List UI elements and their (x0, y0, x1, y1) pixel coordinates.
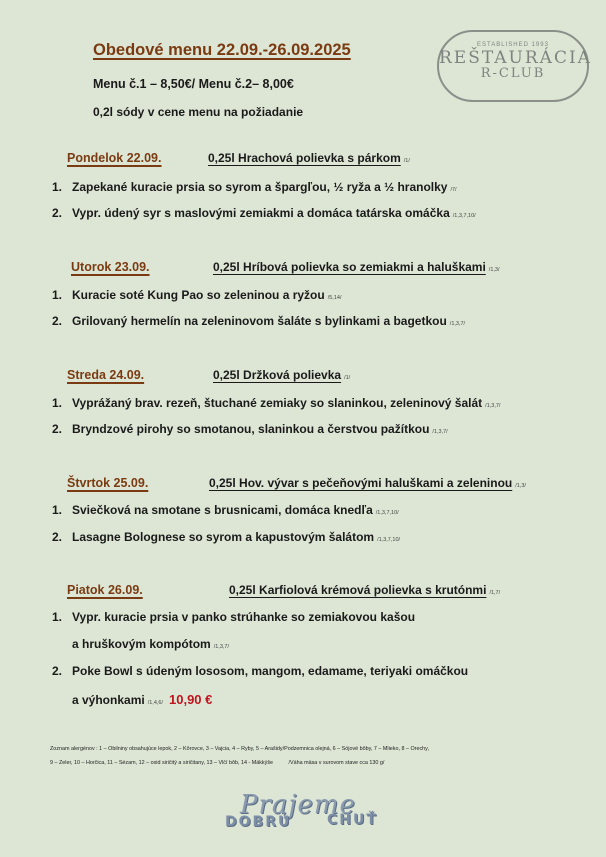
allergen-legend-text: 9 – Zeler, 10 – Horčica, 11 – Sézam, 12 – oxid siričitý a siričitany, 13 – Vlčí bôb, 14 - Mäkkýše (50, 760, 274, 766)
day-heading: Štvrtok 25.09. (67, 476, 149, 490)
day-heading: Pondelok 22.09. (67, 151, 162, 165)
soup-name: 0,25l Držková polievka (213, 368, 342, 382)
menu-prices: Menu č.1 – 8,50€/ Menu č.2– 8,00€ (93, 77, 294, 91)
bon-appetit-graphic (225, 790, 385, 840)
allergen-legend-line2 (50, 760, 384, 766)
soup-name: 0,25l Hríbová polievka so zemiakmi a haluškami (213, 260, 486, 274)
allergens: /1,3,7,10/ (375, 510, 399, 516)
item-text: Vypr. údený syr s maslovými zemiakmi a domáca tatárska omáčka (72, 206, 450, 220)
allergens: /5,14/ (327, 295, 342, 301)
soup-line (213, 368, 350, 382)
item-text: Poke Bowl s údeným lososom, mangom, edamame, teriyaki omáčkou (72, 664, 469, 678)
menu-item (52, 610, 415, 624)
item-number: 1. (52, 503, 63, 517)
soup-name: 0,25l Hrachová polievka s párkom (208, 151, 401, 165)
allergens: /1,3,7/ (449, 321, 466, 327)
menu-item (52, 314, 465, 328)
menu-item (52, 530, 400, 544)
day-heading: Piatok 26.09. (67, 583, 143, 597)
allergens: /1,3,7/ (432, 429, 448, 435)
item-text: Lasagne Bolognese so syrom a kapustovým šalátom (72, 530, 375, 544)
item-number: 1. (52, 396, 63, 410)
item-number: 2. (52, 664, 63, 678)
allergens: /1,3,7,10/ (377, 537, 401, 543)
allergens: /7/ (450, 187, 457, 193)
item-text: Zapekané kuracie prsia so syrom a špargľou, ½ ryža a ½ hranolky (72, 180, 448, 194)
menu-item-continued (72, 637, 229, 651)
soda-note: 0,2l sódy v cene menu na požiadanie (93, 105, 304, 119)
soup-line (229, 583, 500, 597)
menu-item (52, 288, 341, 302)
item-text: Kuracie soté Kung Pao so zeleninou a ryžou (72, 288, 325, 302)
allergen-legend-line1: Zoznam alergénov : 1 – Obilniny obsahujúce lepok, 2 – Kôrovce, 3 – Vajcia, 4 – Ryby, 5 – Arašidy/Podzemnica olejná, 6 – Sójové bôby, 7 – Mlieko, 8 – Orechy, (50, 746, 429, 752)
item-number: 2. (52, 206, 63, 220)
item-number: 2. (52, 530, 63, 544)
item-text: Vypr. kuracie prsia v panko strúhanke so zemiakovou kašou (72, 610, 416, 624)
allergens: /1,3,7,10/ (452, 213, 476, 219)
soup-name: 0,25l Karfiolová krémová polievka s krutónmi (229, 583, 487, 597)
allergens: /1,4,6/ (147, 700, 163, 706)
item-text: a výhonkami (72, 693, 145, 707)
logo-name: REŠTAURÁCIA (439, 48, 592, 68)
soup-line (208, 151, 410, 165)
menu-item-continued (72, 692, 212, 707)
item-text: Sviečková na smotane s brusnicami, domáca knedľa (72, 503, 373, 517)
menu-item (52, 422, 448, 436)
soup-line (209, 476, 526, 490)
wish-line2: DOBRÚ (225, 814, 292, 830)
item-text: a hruškovým kompótom (72, 637, 211, 651)
restaurant-logo (437, 30, 592, 102)
menu-item (52, 180, 457, 194)
allergens: /1,3,7/ (213, 644, 229, 650)
item-text: Vyprážaný brav. rezeň, štuchané zemiaky so slaninkou, zeleninový šalát (72, 396, 483, 410)
allergens: /1,7/ (489, 590, 501, 596)
soup-line (213, 260, 500, 274)
allergens: /1/ (344, 375, 351, 381)
item-text: Bryndzové pirohy so smotanou, slaninkou a čerstvou pažítkou (72, 422, 430, 436)
allergens: /1,3,7/ (485, 403, 501, 409)
item-number: 1. (52, 180, 63, 194)
special-price: 10,90 € (169, 692, 213, 707)
item-text: Grilovaný hermelín na zeleninovom šaláte s bylinkami a bagetkou (72, 314, 447, 328)
item-number: 1. (52, 610, 63, 624)
menu-item (52, 503, 399, 517)
menu-title: Obedové menu 22.09.-26.09.2025 (93, 41, 351, 59)
allergens: /1/ (403, 158, 410, 164)
item-number: 1. (52, 288, 63, 302)
logo-established: ESTABLISHED 1993 (477, 42, 549, 48)
menu-item (52, 664, 468, 678)
day-heading: Utorok 23.09. (71, 260, 150, 274)
soup-name: 0,25l Hov. vývar s pečeňovými haluškami a zeleninou (209, 476, 513, 490)
item-number: 2. (52, 314, 63, 328)
item-number: 2. (52, 422, 63, 436)
allergens: /1,3/ (488, 267, 500, 273)
weight-note: /Váha mäsa v surovom stave cca 130 g/ (288, 760, 385, 766)
menu-item (52, 206, 476, 220)
allergens: /1,3/ (515, 483, 526, 489)
logo-club: R-CLUB (480, 66, 546, 81)
day-heading: Streda 24.09. (67, 368, 145, 382)
wish-line1: Prajeme (240, 790, 356, 820)
menu-item (52, 396, 500, 410)
wish-line3: CHUŤ (327, 812, 378, 828)
